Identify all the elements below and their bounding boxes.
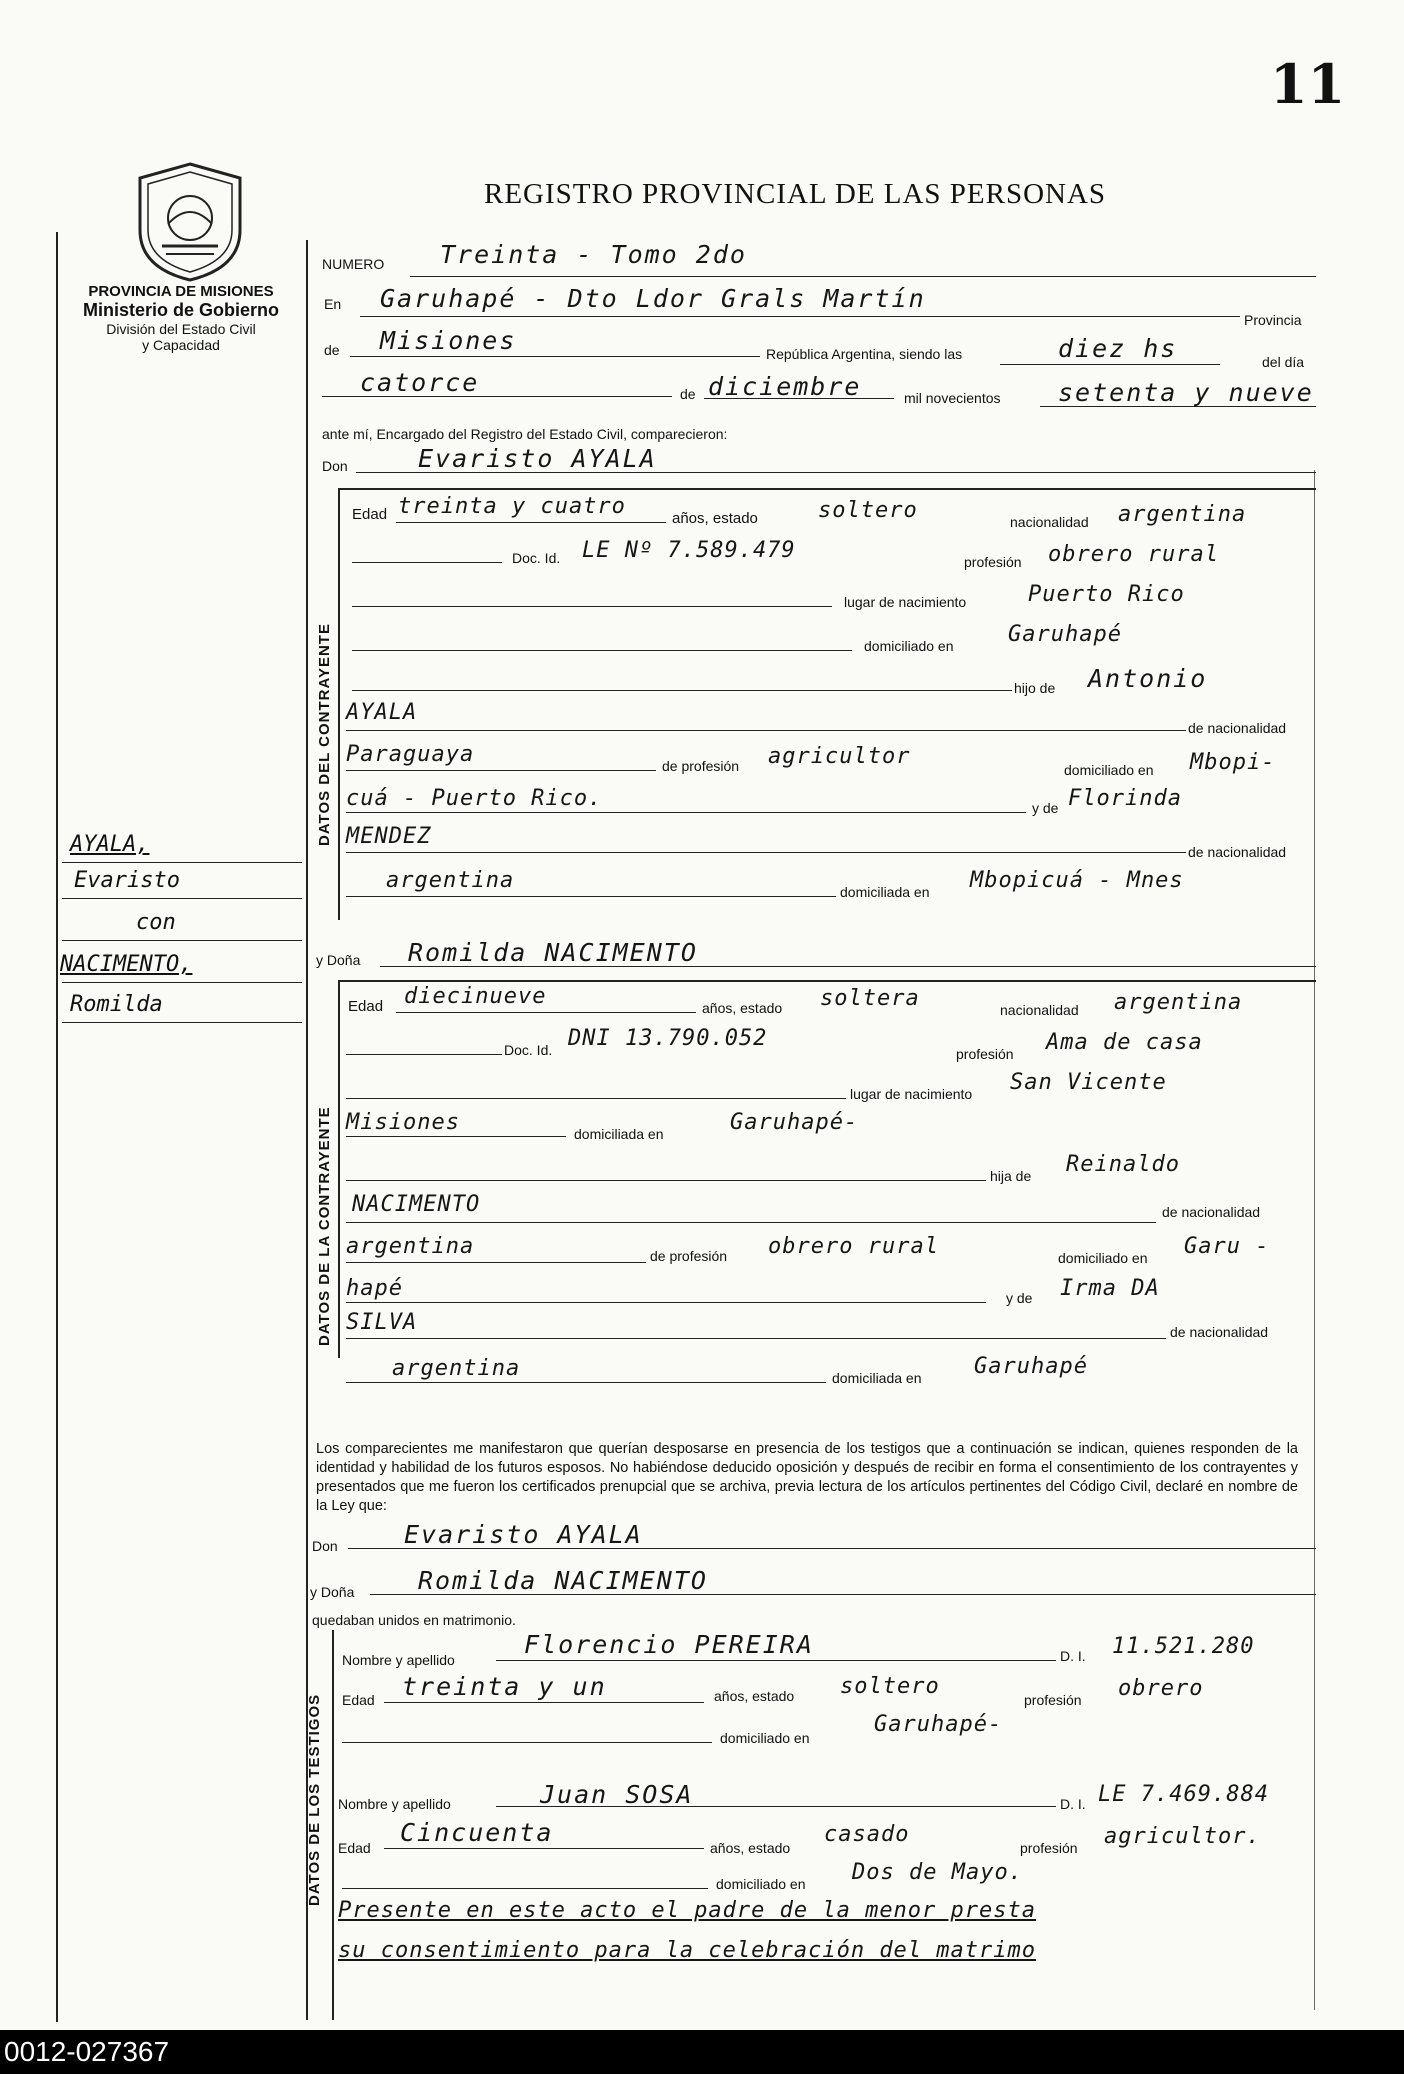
dia-value: catorce (360, 368, 480, 397)
field-line (346, 1382, 826, 1383)
doc-value: LE Nº 7.589.479 (582, 538, 796, 563)
field-line (352, 690, 1012, 691)
anios-label: años, estado (672, 510, 758, 527)
field-line (1040, 406, 1316, 407)
field-line (342, 1888, 708, 1889)
t1-anios-label: años, estado (714, 1688, 795, 1704)
edad-label: Edad (348, 998, 384, 1015)
t2-nombre-value: Juan SOSA (540, 1780, 694, 1809)
edad-value: treinta y cuatro (398, 494, 626, 519)
t1-domiciliado-value: Garuhapé- (874, 1712, 1003, 1737)
margin-name-1: Evaristo (74, 868, 180, 893)
padre-value: Reinaldo (1066, 1152, 1180, 1177)
field-line (322, 396, 672, 397)
field-line (346, 1054, 502, 1055)
field-line (346, 1098, 846, 1099)
mil-label: mil novecientos (904, 390, 1001, 406)
margin-surname-1: AYALA, (70, 832, 150, 857)
margin-surname-2: NACIMENTO, (60, 952, 193, 977)
padre-nacionalidad: Paraguaya (346, 742, 475, 767)
don-value: Evaristo AYALA (418, 444, 657, 473)
field-line (342, 1742, 712, 1743)
madre-domicilio: Mbopicuá - Mnes (970, 868, 1184, 893)
provincia-label: Provincia (1244, 312, 1302, 328)
t1-nombre-value: Florencio PEREIRA (524, 1630, 814, 1659)
t1-edad-value: treinta y un (402, 1672, 607, 1701)
t2-di-value: LE 7.469.884 (1098, 1782, 1269, 1807)
province-heading: PROVINCIA DE MISIONES (88, 283, 274, 300)
profesion-label: profesión (956, 1046, 1014, 1062)
don-label: Don (312, 1538, 338, 1554)
field-line (352, 650, 852, 651)
document-title: REGISTRO PROVINCIAL DE LAS PERSONAS (484, 178, 1107, 210)
field-line (346, 1136, 566, 1137)
t1-nombre-label: Nombre y apellido (342, 1652, 455, 1668)
t2-edad-label: Edad (338, 1840, 371, 1856)
doc-label: Doc. Id. (512, 550, 561, 566)
doc-value: DNI 13.790.052 (568, 1026, 768, 1051)
madre-nacionalidad-label: de nacionalidad (1188, 844, 1287, 860)
field-line (346, 1338, 1166, 1339)
padre-domicilio-2: cuá - Puerto Rico. (346, 786, 603, 811)
anio-value: setenta y nueve (1058, 378, 1314, 407)
nota-line-1: Presente en este acto el padre de la menor presta (338, 1898, 1037, 1923)
madre-value: Irma DA (1060, 1276, 1160, 1301)
y-de-label: y de (1006, 1290, 1033, 1306)
field-line (346, 852, 1186, 853)
de-profesion-label: de profesión (662, 758, 740, 774)
field-line (704, 398, 894, 399)
domiciliada-label: domiciliada en (574, 1126, 664, 1142)
t2-profesion-label: profesión (1020, 1840, 1078, 1856)
de-nacionalidad-label: de nacionalidad (1188, 720, 1287, 736)
t1-edad-label: Edad (342, 1692, 375, 1708)
madre-value: Florinda (1068, 786, 1182, 811)
quedaban-text: quedaban unidos en matrimonio. (312, 1612, 516, 1628)
anios-label: años, estado (702, 1000, 783, 1016)
field-line (384, 1848, 704, 1849)
field-line (346, 1180, 986, 1181)
hijo-label: hijo de (1014, 680, 1056, 696)
t2-domiciliado-value: Dos de Mayo. (852, 1860, 1023, 1885)
t2-di-label: D. I. (1060, 1796, 1086, 1812)
margin-con: con (136, 910, 176, 935)
t1-profesion-label: profesión (1024, 1692, 1082, 1708)
profesion-label: profesión (964, 554, 1022, 570)
padre-profesion: agricultor (768, 744, 911, 769)
don-label: Don (322, 458, 348, 474)
footer-id: 0012-027367 (0, 2030, 1404, 2074)
margin-rule (62, 1022, 302, 1023)
lugar-value: Puerto Rico (1028, 582, 1185, 607)
de-nacionalidad-label: de nacionalidad (1162, 1204, 1261, 1220)
lugar-value-2: Misiones (346, 1110, 460, 1135)
contrayenta-section-label: DATOS DE LA CONTRAYENTE (316, 1106, 333, 1346)
padre-domicilio-1: Mbopi- (1190, 750, 1276, 775)
field-line (380, 966, 1316, 967)
hija-label: hija de (990, 1168, 1032, 1184)
del-dia-label: del día (1262, 354, 1305, 370)
nacionalidad-label: nacionalidad (1000, 1002, 1079, 1018)
field-line (356, 472, 1316, 473)
y-de-label: y de (1032, 800, 1059, 816)
madre-apellido: SILVA (346, 1310, 418, 1335)
madre-domicilio-label: domiciliada en (832, 1370, 922, 1386)
field-line (352, 606, 832, 607)
t2-anios-label: años, estado (710, 1840, 791, 1856)
field-line (346, 896, 836, 897)
don-value: Evaristo AYALA (404, 1520, 643, 1549)
t2-estado-value: casado (824, 1822, 910, 1847)
madre-nacionalidad-label: de nacionalidad (1170, 1324, 1269, 1340)
lugar-value: San Vicente (1010, 1070, 1167, 1095)
field-line (346, 1222, 1156, 1223)
field-line (346, 1262, 646, 1263)
t1-estado-value: soltero (840, 1674, 940, 1699)
division-line-1: División del Estado Civil (106, 321, 256, 337)
field-line (496, 1806, 1056, 1807)
madre-nacionalidad: argentina (386, 868, 515, 893)
ante-mi-text: ante mí, Encargado del Registro del Estado Civil, comparecieron: (322, 426, 728, 442)
padre-domicilio-label: domiciliado en (1058, 1250, 1148, 1266)
margin-rule (62, 982, 302, 983)
t1-di-label: D. I. (1060, 1648, 1086, 1664)
de-mes-label: de (680, 386, 696, 402)
domiciliada-value: Garuhapé- (730, 1110, 859, 1135)
edad-value: diecinueve (404, 984, 547, 1009)
nacionalidad-value: argentina (1114, 990, 1243, 1015)
t1-profesion-value: obrero (1118, 1676, 1204, 1701)
dona-label: y Doña (310, 1584, 355, 1600)
lugar-label: lugar de nacimiento (850, 1086, 973, 1102)
field-line (1000, 364, 1220, 365)
estado-value: soltero (818, 498, 918, 523)
page-number: 11 (1270, 52, 1346, 116)
de-profesion-label: de profesión (650, 1248, 728, 1264)
doc-label: Doc. Id. (504, 1042, 553, 1058)
en-value: Garuhapé - Dto Ldor Grals Martín (380, 284, 926, 313)
t1-di-value: 11.521.280 (1112, 1634, 1255, 1659)
field-line (396, 522, 666, 523)
mes-value: diciembre (708, 372, 862, 401)
field-line (360, 316, 1240, 317)
margin-rule (62, 898, 302, 899)
field-line (346, 770, 656, 771)
padre-domicilio-2: hapé (346, 1276, 403, 1301)
madre-apellido: MENDEZ (346, 824, 432, 849)
madre-domicilio: Garuhapé (974, 1354, 1088, 1379)
padre-value: Antonio (1088, 664, 1208, 693)
padre-apellido: AYALA (346, 700, 418, 725)
field-line (346, 730, 1186, 731)
division-line-2: y Capacidad (142, 337, 220, 353)
field-line (384, 1702, 704, 1703)
margin-rule (62, 940, 302, 941)
t2-domiciliado-label: domiciliado en (716, 1876, 806, 1892)
en-label: En (324, 296, 342, 312)
nota-line-2: su consentimiento para la celebración del matrimo (338, 1938, 1037, 1963)
padre-domicilio-label: domiciliado en (1064, 762, 1154, 778)
dona-value: Romilda NACIMENTO (408, 938, 698, 967)
contrayente-section-label: DATOS DEL CONTRAYENTE (316, 623, 333, 846)
seal-emblem (128, 160, 252, 289)
de-label: de (324, 342, 340, 358)
dona-value: Romilda NACIMENTO (418, 1566, 708, 1595)
madre-domicilio-label: domiciliada en (840, 884, 930, 900)
padre-profesion: obrero rural (768, 1234, 939, 1259)
left-border (56, 232, 58, 2022)
t2-profesion-value: agricultor. (1104, 1824, 1261, 1849)
edad-label: Edad (352, 506, 388, 523)
ministry-block (56, 283, 306, 353)
field-line (396, 1012, 696, 1013)
hora-value: diez hs (1058, 334, 1178, 363)
field-line (496, 1660, 1056, 1661)
padre-nacionalidad: argentina (346, 1234, 475, 1259)
de-value: Misiones (380, 326, 517, 355)
numero-label: NUMERO (322, 256, 385, 272)
field-line (352, 562, 502, 563)
t1-domiciliado-label: domiciliado en (720, 1730, 810, 1746)
profesion-value: obrero rural (1048, 542, 1219, 567)
lugar-label: lugar de nacimiento (844, 594, 967, 610)
domiciliado-value: Garuhapé (1008, 622, 1122, 647)
republica-label: República Argentina, siendo las (766, 346, 963, 362)
declaration-paragraph: Los comparecientes me manifestaron que querían desposarse en presencia de los testigos que a continuación se indican, quienes responden de la identidad y habilidad de los futuros esposos. No habiéndose deducido oposición y después de recibir en forma el consentimiento de los contrayentes y presentados que me fueron los certificados prenupcial que se archiva, previa lectura de los artículos pertinentes del Código Civil, declaré en nombre de la Ley que: (316, 1441, 1298, 1514)
t2-edad-value: Cincuenta (400, 1818, 554, 1847)
estado-value: soltera (820, 986, 920, 1011)
dona-label: y Doña (316, 952, 361, 968)
madre-nacionalidad: argentina (392, 1356, 521, 1381)
margin-rule (62, 862, 302, 863)
ministry-heading: Ministerio de Gobierno (82, 300, 279, 320)
nacionalidad-value: argentina (1118, 502, 1247, 527)
field-line (350, 356, 760, 357)
field-line (348, 1548, 1316, 1549)
t2-nombre-label: Nombre y apellido (338, 1796, 451, 1812)
margin-name-2: Romilda (70, 992, 163, 1017)
domiciliado-label: domiciliado en (864, 638, 954, 654)
nacionalidad-label: nacionalidad (1010, 514, 1089, 530)
testigos-section-label: DATOS DE LOS TESTIGOS (306, 1693, 323, 1906)
field-line (410, 276, 1316, 277)
field-line (346, 812, 1026, 813)
field-line (346, 1302, 986, 1303)
padre-domicilio-1: Garu - (1184, 1234, 1270, 1259)
numero-value: Treinta - Tomo 2do (440, 240, 747, 269)
field-line (370, 1594, 1316, 1595)
padre-apellido: NACIMENTO (352, 1192, 481, 1217)
profesion-value: Ama de casa (1046, 1030, 1203, 1055)
